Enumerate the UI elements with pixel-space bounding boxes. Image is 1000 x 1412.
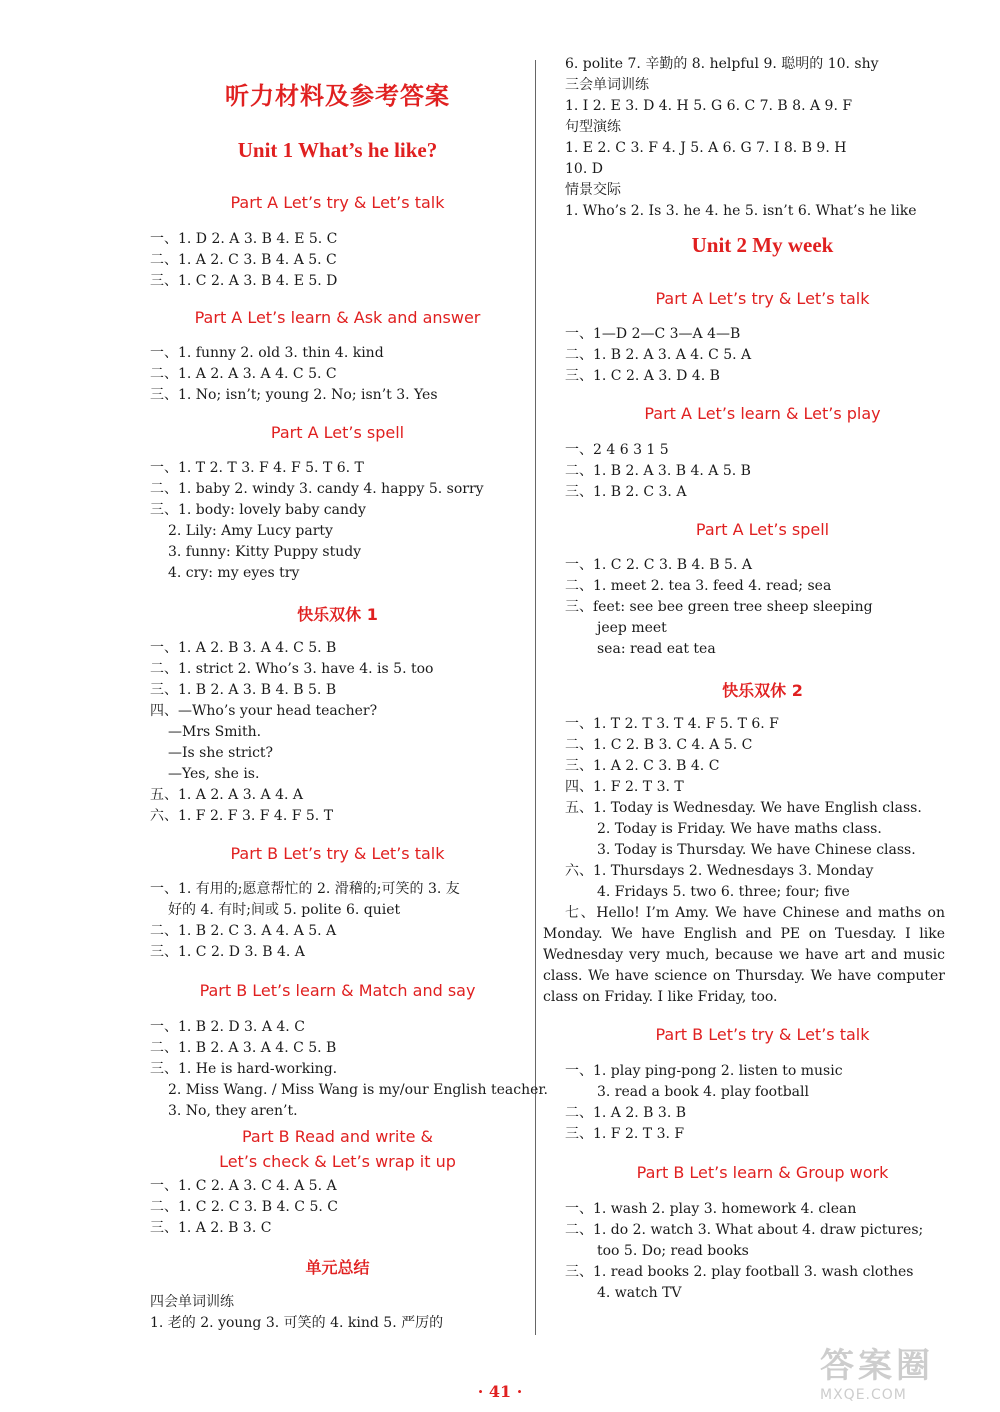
answer-line: 二、1. C 2. C 3. B 4. C 5. C (150, 1199, 338, 1215)
answer-line: 二、1. do 2. watch 3. What about 4. draw pictures; (565, 1222, 924, 1238)
answer-line: 六、1. Thursdays 2. Wednesdays 3. Monday (565, 863, 874, 879)
answer-line: 一、1. play ping-pong 2. listen to music (565, 1063, 843, 1079)
answer-line: —Yes, she is. (168, 766, 260, 782)
answer-block (565, 324, 751, 387)
answer-line: 三、1. C 2. A 3. B 4. E 5. D (150, 273, 338, 289)
section-title: Part B Let’s learn & Group work (636, 1163, 889, 1182)
answer-line: —Is she strict? (168, 745, 274, 761)
answer-line: 4. watch TV (597, 1285, 682, 1301)
answer-line: 一、1. D 2. A 3. B 4. E 5. C (150, 231, 338, 247)
answer-line: 一、1—D 2—C 3—A 4—B (565, 326, 741, 342)
answer-line: 1. E 2. C 3. F 4. J 5. A 6. G 7. I 8. B 9. H (565, 140, 847, 156)
section-title: Part B Let’s try & Let’s talk (655, 1025, 870, 1044)
answer-line: 二、1. A 2. B 3. B (565, 1105, 687, 1121)
answer-block (565, 555, 873, 660)
answer-line: 1. 老的 2. young 3. 可笑的 4. kind 5. 严厉的 (150, 1315, 444, 1331)
section-title: Part A Let’s learn & Let’s play (644, 404, 881, 423)
answer-line: 2. Today is Friday. We have maths class. (597, 821, 882, 837)
section-title: Part A Let’s spell (270, 423, 405, 442)
answer-line: 句型演练 (565, 119, 621, 135)
answer-line: 三、1. A 2. C 3. B 4. C (565, 758, 720, 774)
section-title: Part B Let’s try & Let’s talk (230, 844, 445, 863)
answer-line: 二、1. B 2. A 3. A 4. C 5. B (150, 1040, 337, 1056)
answer-line: 五、1. A 2. A 3. A 4. A (150, 787, 304, 803)
answer-block (565, 54, 917, 222)
page-number: · 41 · (477, 1382, 523, 1401)
answer-line: 4. cry: my eyes try (168, 565, 300, 581)
answer-line: 三、1. He is hard-working. (150, 1061, 338, 1077)
answer-line: 好的 4. 有时;间或 5. polite 6. quiet (168, 902, 401, 918)
answer-line: 一、1. B 2. D 3. A 4. C (150, 1019, 305, 1035)
answer-line: 二、1. meet 2. tea 3. feed 4. read; sea (565, 578, 832, 594)
watermark-cn: 答案圈 (820, 1346, 934, 1386)
answer-line: 四会单词训练 (150, 1294, 234, 1310)
answer-block (565, 1061, 843, 1145)
answer-line: 一、1. wash 2. play 3. homework 4. clean (565, 1201, 857, 1217)
section-title: Part B Read and write & (242, 1127, 433, 1146)
answer-line: 六、1. F 2. F 3. F 4. F 5. T (150, 808, 334, 824)
answer-line: 四、1. F 2. T 3. T (565, 779, 684, 795)
answer-line: 一、1. A 2. B 3. A 4. C 5. B (150, 640, 337, 656)
watermark-en: MXQE.COM (820, 1387, 907, 1403)
answer-line: 2. Lily: Amy Lucy party (168, 523, 333, 539)
answer-line: 3. Today is Thursday. We have Chinese class. (597, 842, 916, 858)
answer-block (150, 229, 337, 292)
answer-line: 三、1. body: lovely baby candy (150, 502, 366, 518)
watermark-logo (820, 1338, 990, 1408)
unit-1-title: Unit 1 What’s he like? (237, 138, 438, 162)
page-title: 听力材料及参考答案 (225, 82, 450, 110)
answer-line: 10. D (565, 161, 603, 177)
answer-block (565, 1199, 923, 1304)
answer-line: 三会单词训练 (565, 77, 649, 93)
answer-line: 1. Who’s 2. Is 3. he 4. he 5. isn’t 6. What’s he like (565, 203, 917, 219)
answer-line: 三、feet: see bee green tree sheep sleeping (565, 599, 873, 615)
answer-line: jeep meet (597, 620, 667, 636)
column-divider (535, 60, 536, 1335)
answer-line: 二、1. A 2. A 3. A 4. C 5. C (150, 366, 337, 382)
section-title: 快乐双休 2 (722, 681, 803, 700)
answer-line: 二、1. B 2. C 3. A 4. A 5. A (150, 923, 337, 939)
answer-block (150, 458, 484, 584)
answer-line: 二、1. strict 2. Who’s 3. have 4. is 5. too (150, 661, 434, 677)
answer-line: 一、1. T 2. T 3. T 4. F 5. T 6. F (565, 716, 779, 732)
answer-line: 二、1. C 2. B 3. C 4. A 5. C (565, 737, 753, 753)
answer-line: 一、1. C 2. C 3. B 4. B 5. A (565, 557, 752, 573)
answer-line: 三、1. read books 2. play football 3. wash clothes (565, 1264, 914, 1280)
answer-line: 3. read a book 4. play football (597, 1084, 809, 1100)
answer-line: 1. I 2. E 3. D 4. H 5. G 6. C 7. B 8. A 9. F (565, 98, 853, 114)
section-title: Part B Let’s learn & Match and say (199, 981, 476, 1000)
answer-block (150, 879, 460, 963)
answer-line: too 5. Do; read books (597, 1243, 749, 1259)
answer-block (150, 1292, 443, 1334)
answer-line: 一、2 4 6 3 1 5 (565, 442, 669, 458)
paragraph-answer: 七、Hello! I’m Amy. We have Chinese and maths on Monday. We have English and PE on Tuesday. I like Wednesday very much, because we have art and music class. We have science on Thursday. We have computer class on Friday. I like Friday, too. (543, 905, 945, 1005)
section-title: Part A Let’s try & Let’s talk (230, 193, 445, 212)
answer-line: 2. Miss Wang. / Miss Wang is my/our English teacher. (168, 1082, 548, 1098)
answer-line: 三、1. F 2. T 3. F (565, 1126, 685, 1142)
section-title: 单元总结 (305, 1258, 370, 1277)
unit-2-title: Unit 2 My week (691, 233, 834, 257)
answer-block (565, 440, 751, 503)
answer-block (150, 638, 433, 827)
answer-line: 3. funny: Kitty Puppy study (168, 544, 362, 560)
section-title: Part A Let’s spell (695, 520, 830, 539)
answer-line: 三、1. No; isn’t; young 2. No; isn’t 3. Yes (150, 387, 438, 403)
answer-line: —Mrs Smith. (168, 724, 262, 740)
section-title: Let’s check & Let’s wrap it up (219, 1152, 456, 1171)
answer-line: 4. Fridays 5. two 6. three; four; five (597, 884, 850, 900)
answer-block (565, 714, 922, 903)
answer-line: 二、1. baby 2. windy 3. candy 4. happy 5. sorry (150, 481, 484, 497)
answer-line: 三、1. C 2. A 3. D 4. B (565, 368, 720, 384)
answer-line: 情景交际 (565, 182, 621, 198)
answer-line: 二、1. B 2. A 3. B 4. A 5. B (565, 463, 751, 479)
answer-line: 五、1. Today is Wednesday. We have English class. (565, 800, 922, 816)
answer-block (150, 1176, 338, 1239)
answer-line: 二、1. A 2. C 3. B 4. A 5. C (150, 252, 337, 268)
answer-line: 三、1. C 2. D 3. B 4. A (150, 944, 305, 960)
answer-line: 6. polite 7. 辛勤的 8. helpful 9. 聪明的 10. shy (565, 56, 879, 72)
answer-line: 一、1. 有用的;愿意帮忙的 2. 滑稽的;可笑的 3. 友 (150, 881, 460, 897)
section-title: Part A Let’s try & Let’s talk (655, 289, 870, 308)
answer-line: 一、1. C 2. A 3. C 4. A 5. A (150, 1178, 337, 1194)
answer-block (150, 343, 438, 406)
answer-line: sea: read eat tea (597, 641, 716, 657)
answer-line: 一、1. T 2. T 3. F 4. F 5. T 6. T (150, 460, 364, 476)
answer-line: 四、—Who’s your head teacher? (150, 703, 378, 719)
answer-line: 二、1. B 2. A 3. A 4. C 5. A (565, 347, 752, 363)
answer-line: 三、1. A 2. B 3. C (150, 1220, 272, 1236)
answer-line: 三、1. B 2. C 3. A (565, 484, 687, 500)
section-title: 快乐双休 1 (297, 605, 378, 624)
answer-line: 一、1. funny 2. old 3. thin 4. kind (150, 345, 384, 361)
section-title: Part A Let’s learn & Ask and answer (194, 308, 481, 327)
answer-line: 3. No, they aren’t. (168, 1103, 298, 1119)
answer-line: 三、1. B 2. A 3. B 4. B 5. B (150, 682, 337, 698)
answer-block (150, 1017, 548, 1122)
